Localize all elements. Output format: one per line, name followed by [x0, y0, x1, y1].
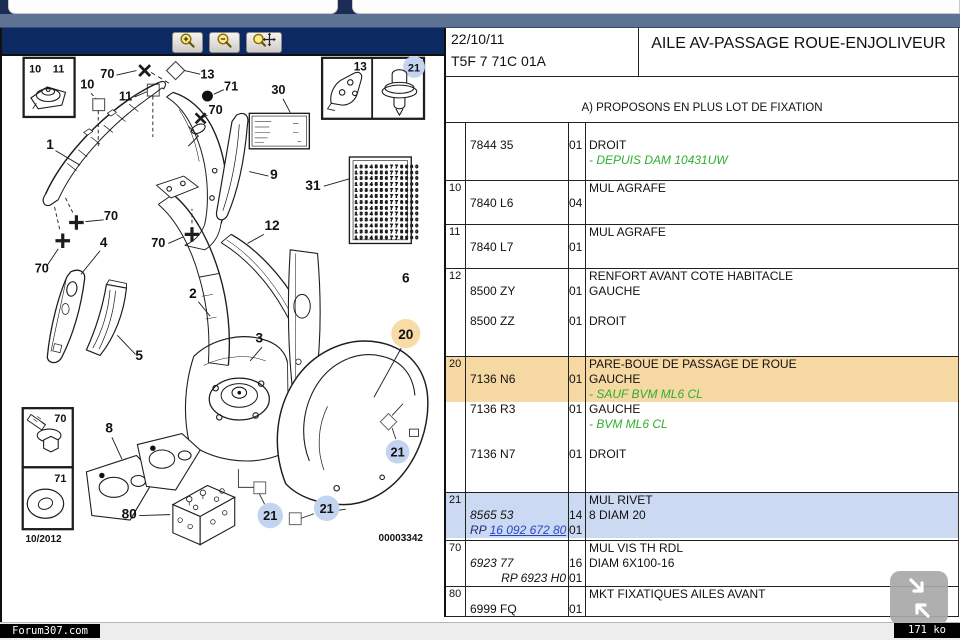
part-number: 8500 ZZ	[470, 314, 515, 328]
part-number: 7136 N7	[470, 447, 516, 461]
sticker-digits-row: 1 3 3 4 5 5 6 7 7 8 9 0 0	[354, 234, 419, 240]
part-number	[465, 357, 568, 372]
browser-chrome	[0, 0, 960, 14]
quantity	[568, 299, 585, 314]
status-bar	[0, 622, 960, 640]
column-divider	[585, 225, 586, 268]
inset-label-13: 13	[353, 59, 367, 74]
sticker-digits-row: 1 3 3 4 5 5 6 7 7 8 9 0 0	[354, 169, 419, 175]
collapse-arrows-icon	[911, 580, 928, 616]
parts-diagram-pane	[0, 56, 444, 622]
parts-groups	[446, 123, 958, 617]
part-group[interactable]	[446, 586, 958, 617]
part-description	[585, 523, 958, 538]
ref-number: 10	[449, 182, 462, 194]
column-divider	[568, 181, 569, 224]
quantity	[568, 493, 585, 508]
callout-30: 30	[271, 82, 286, 98]
callout-71: 71	[224, 78, 239, 94]
inset-label-21: 21	[407, 62, 421, 75]
part-number: RP 16 092 672 80	[470, 523, 567, 537]
part-number: RP 6923 H0	[501, 571, 566, 585]
callout-31: 31	[305, 177, 321, 193]
part-number: 8500 ZY	[470, 284, 516, 298]
ref-number: 80	[449, 588, 462, 600]
ref-number: 70	[449, 542, 462, 554]
ref-number: 12	[449, 270, 462, 282]
part-description: GAUCHE	[589, 284, 641, 298]
part-group[interactable]	[446, 180, 958, 224]
callout-20-label: 20	[398, 327, 414, 342]
sticker-digits-row: 1 3 3 4 5 5 6 7 7 8 9 0 0	[354, 187, 419, 193]
quantity	[568, 357, 585, 372]
column-divider	[465, 181, 466, 224]
zoom-out-icon	[216, 32, 234, 54]
left-border	[0, 28, 2, 622]
browser-tab-2[interactable]	[352, 0, 960, 14]
quantity: 01	[569, 571, 583, 585]
callout-70-c: 70	[103, 207, 119, 223]
part-description: RENFORT AVANT COTE HABITACLE	[589, 269, 794, 283]
zoom-pan-button[interactable]	[246, 32, 282, 53]
callout-70-a: 70	[100, 65, 115, 81]
column-divider	[585, 269, 586, 356]
part-number	[465, 181, 568, 196]
table-header	[446, 28, 958, 77]
part-group[interactable]	[446, 268, 958, 356]
sticker-digits-row: 1 3 3 4 5 5 6 7 7 8 9 0 0	[354, 181, 419, 187]
sticker-digits-row: 1 3 3 4 5 5 6 7 7 8 9 0 0	[354, 211, 419, 217]
part-description	[585, 432, 958, 447]
part-number	[465, 269, 568, 284]
part-number: 8565 53	[470, 508, 514, 522]
part-description	[585, 240, 958, 255]
quantity	[568, 541, 585, 556]
column-divider	[465, 541, 466, 586]
quantity	[568, 587, 585, 602]
drawing-number: 00003342	[378, 533, 424, 545]
quantity: 14	[569, 508, 583, 522]
inset-label-11: 11	[52, 63, 65, 76]
part-link[interactable]: 16 092 672 80	[489, 523, 567, 537]
callout-12: 12	[264, 217, 280, 233]
column-divider	[568, 123, 569, 180]
filesize-badge: 171 ko	[894, 623, 960, 638]
part-number	[465, 417, 568, 432]
part-number: 6999 FQ	[470, 602, 517, 616]
browser-tab-1[interactable]	[8, 0, 338, 14]
ref-number: 21	[449, 494, 462, 506]
quantity: 01	[569, 602, 583, 616]
quantity: 01	[569, 284, 583, 298]
parts-diagram	[0, 56, 444, 622]
sticker-digits-row: 1 3 3 4 5 5 6 7 7 8 9 0 0	[354, 175, 419, 181]
callout-21-label-2: 21	[319, 500, 334, 516]
doc-code: T5F 7 71C 01A	[451, 53, 546, 69]
part-description: MUL AGRAFE	[589, 181, 666, 195]
sticker-digits-row: 1 3 3 4 5 5 6 7 7 8 9 0 0	[354, 205, 419, 211]
part-description: DROIT	[589, 314, 627, 328]
quantity: 16	[569, 556, 583, 570]
watermark-badge: Forum307.com	[0, 624, 100, 638]
part-description: MUL RIVET	[589, 493, 653, 507]
part-description: DROIT	[589, 447, 627, 461]
column-divider	[465, 123, 466, 180]
quantity	[568, 153, 585, 168]
collapse-button[interactable]	[890, 571, 948, 625]
part-description: MKT FIXATIQUES AILES AVANT	[589, 587, 766, 601]
zoom-in-icon	[179, 32, 197, 54]
part-description: 8 DIAM 20	[589, 508, 646, 522]
callout-70-b: 70	[208, 102, 223, 118]
quantity	[568, 432, 585, 447]
sticker-digits-row: 1 3 3 4 5 5 6 7 7 8 9 0 0	[354, 223, 419, 229]
part-description: PARE-BOUE DE PASSAGE DE ROUE	[589, 357, 797, 371]
quantity: 01	[569, 523, 583, 537]
callout-10: 10	[80, 76, 95, 92]
part-number	[465, 493, 568, 508]
column-divider	[568, 225, 569, 268]
chrome-band	[0, 14, 960, 28]
part-description	[585, 123, 958, 138]
column-divider	[585, 123, 586, 180]
callout-5: 5	[135, 347, 143, 363]
part-description: GAUCHE	[589, 372, 641, 386]
zoom-in-button[interactable]	[172, 32, 203, 53]
part-description	[585, 196, 958, 211]
part-description: MUL VIS TH RDL	[589, 541, 684, 555]
column-divider	[568, 493, 569, 540]
callout-70-d: 70	[34, 260, 49, 276]
column-divider	[585, 181, 586, 224]
callout-80: 80	[121, 506, 137, 522]
part-group[interactable]	[446, 540, 958, 586]
quantity	[568, 181, 585, 196]
column-divider	[465, 357, 466, 492]
quantity	[568, 387, 585, 402]
part-description: - DEPUIS DAM 10431UW	[589, 153, 728, 167]
part-number	[465, 123, 568, 138]
quantity	[568, 123, 585, 138]
header-left-cell	[446, 28, 639, 76]
sticker-digits-row: 1 3 3 4 5 5 6 7 7 8 9 0 0	[354, 163, 419, 169]
part-number	[465, 153, 568, 168]
part-group[interactable]	[446, 123, 958, 180]
zoom-pan-icon	[252, 32, 276, 54]
column-divider	[465, 587, 466, 617]
zoom-out-button[interactable]	[209, 32, 240, 53]
part-description: MUL AGRAFE	[589, 225, 666, 239]
quantity: 01	[569, 314, 583, 328]
callout-21-label-3: 21	[390, 444, 405, 460]
callout-13: 13	[200, 66, 215, 82]
quantity	[568, 417, 585, 432]
inset-label-70: 70	[54, 412, 67, 425]
part-number: 7840 L6	[470, 196, 514, 210]
callout-9: 9	[270, 166, 278, 182]
diagram-date: 10/2012	[25, 533, 62, 545]
callout-21-label-1: 21	[263, 508, 278, 524]
sticker-digits-row: 1 3 3 4 5 5 6 7 7 8 9 0 0	[354, 199, 419, 205]
quantity: 01	[569, 240, 583, 254]
column-divider	[465, 269, 466, 356]
sticker-digits-row: 1 3 3 4 5 5 6 7 7 8 9 0 0	[354, 228, 419, 234]
part-number: 7136 R3	[470, 402, 516, 416]
part-number: 7844 35	[470, 138, 514, 152]
callout-1: 1	[46, 136, 54, 152]
inset-label-71: 71	[54, 472, 67, 485]
callout-11: 11	[118, 88, 133, 104]
sticker-digits-row: 1 3 3 4 5 5 6 7 7 8 9 0 0	[354, 217, 419, 223]
column-divider	[585, 493, 586, 540]
column-divider	[568, 587, 569, 617]
sticker-digits-row: 1 3 3 4 5 5 6 7 7 8 9 0 0	[354, 193, 419, 199]
callout-3: 3	[255, 330, 264, 346]
section-title: A) PROPOSONS EN PLUS LOT DE FIXATION	[446, 77, 958, 123]
quantity: 01	[569, 138, 583, 152]
quantity	[568, 225, 585, 240]
part-description: - BVM ML6 CL	[589, 417, 668, 431]
part-group[interactable]	[446, 492, 958, 540]
callout-70-e: 70	[151, 235, 166, 251]
part-number: 7136 N6	[470, 372, 516, 386]
inset-label-10: 10	[29, 63, 42, 76]
page-title: AILE AV-PASSAGE ROUE-ENJOLIVEUR	[651, 35, 946, 52]
column-divider	[585, 357, 586, 492]
callout-2: 2	[189, 286, 197, 302]
callout-4: 4	[99, 235, 108, 251]
part-number: 7840 L7	[470, 240, 514, 254]
part-description: DIAM 6X100-16	[589, 556, 675, 570]
quantity: 01	[569, 372, 583, 386]
part-description: GAUCHE	[589, 402, 641, 416]
column-divider	[568, 357, 569, 492]
callout-6: 6	[402, 270, 410, 286]
column-divider	[568, 269, 569, 356]
part-group[interactable]	[446, 356, 958, 492]
part-number	[465, 299, 568, 314]
column-divider	[585, 587, 586, 617]
quantity: 01	[569, 447, 583, 461]
doc-date: 22/10/11	[451, 31, 505, 47]
part-number	[465, 541, 568, 556]
part-description: - SAUF BVM ML6 CL	[589, 387, 703, 401]
parts-table	[446, 28, 959, 617]
diagram-toolbar	[0, 28, 444, 56]
quantity	[568, 269, 585, 284]
ref-number: 11	[449, 226, 461, 238]
part-number	[465, 387, 568, 402]
column-divider	[465, 493, 466, 540]
quantity: 04	[569, 196, 583, 210]
ref-number: 20	[449, 358, 462, 370]
part-group[interactable]	[446, 224, 958, 268]
part-number	[465, 225, 568, 240]
column-divider	[585, 541, 586, 586]
part-number	[465, 432, 568, 447]
part-description: DROIT	[589, 138, 627, 152]
part-description	[585, 299, 958, 314]
quantity: 01	[569, 402, 583, 416]
column-divider	[465, 225, 466, 268]
part-number	[465, 587, 568, 602]
part-number: 6923 77	[470, 556, 514, 570]
callout-8: 8	[105, 420, 113, 436]
column-divider	[568, 541, 569, 586]
